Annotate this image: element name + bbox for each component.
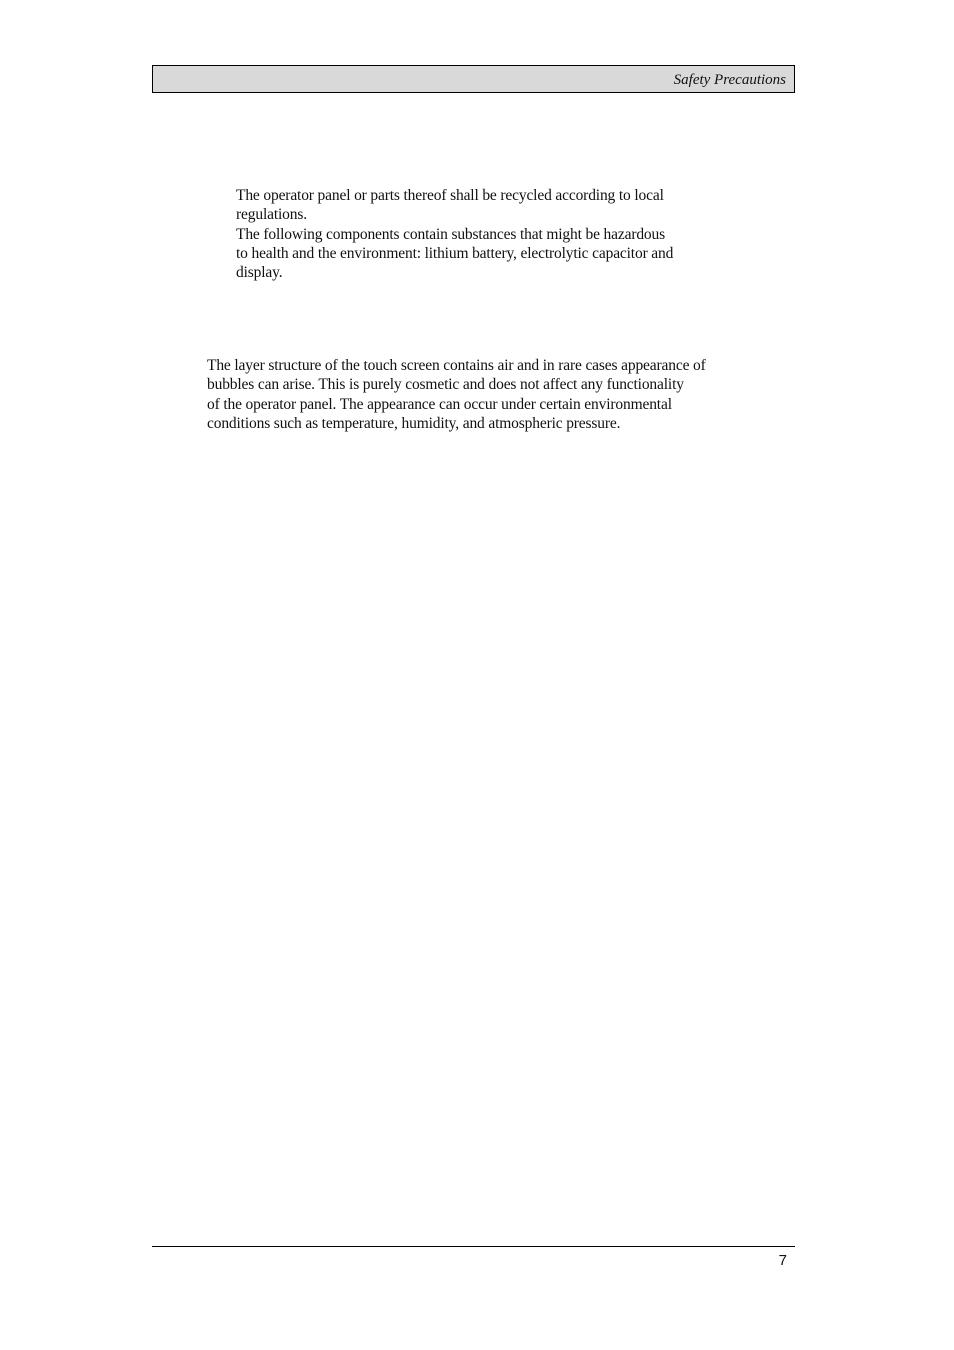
recycling-line: The operator panel or parts thereof shall be recycled according to local <box>236 187 664 204</box>
touch-screen-line: The layer structure of the touch screen contains air and in rare cases appearance of <box>207 357 706 374</box>
touch-screen-line: bubbles can arise. This is purely cosmetic and does not affect any functionality <box>207 376 684 394</box>
footer-divider <box>152 1246 795 1247</box>
touch-screen-paragraph <box>207 356 706 433</box>
recycling-line: display. <box>236 264 283 282</box>
running-header-title: Safety Precautions <box>673 72 786 88</box>
page-number: 7 <box>778 1252 787 1269</box>
touch-screen-line: of the operator panel. The appearance can occur under certain environmental <box>207 395 672 413</box>
touch-screen-line: conditions such as temperature, humidity, and atmospheric pressure. <box>207 414 621 432</box>
recycling-line: to health and the environment: lithium battery, electrolytic capacitor and <box>236 244 674 262</box>
recycling-paragraph <box>236 186 673 282</box>
recycling-line: The following components contain substances that might be hazardous <box>236 225 666 243</box>
recycling-line: regulations. <box>236 206 307 224</box>
running-header <box>152 65 795 93</box>
